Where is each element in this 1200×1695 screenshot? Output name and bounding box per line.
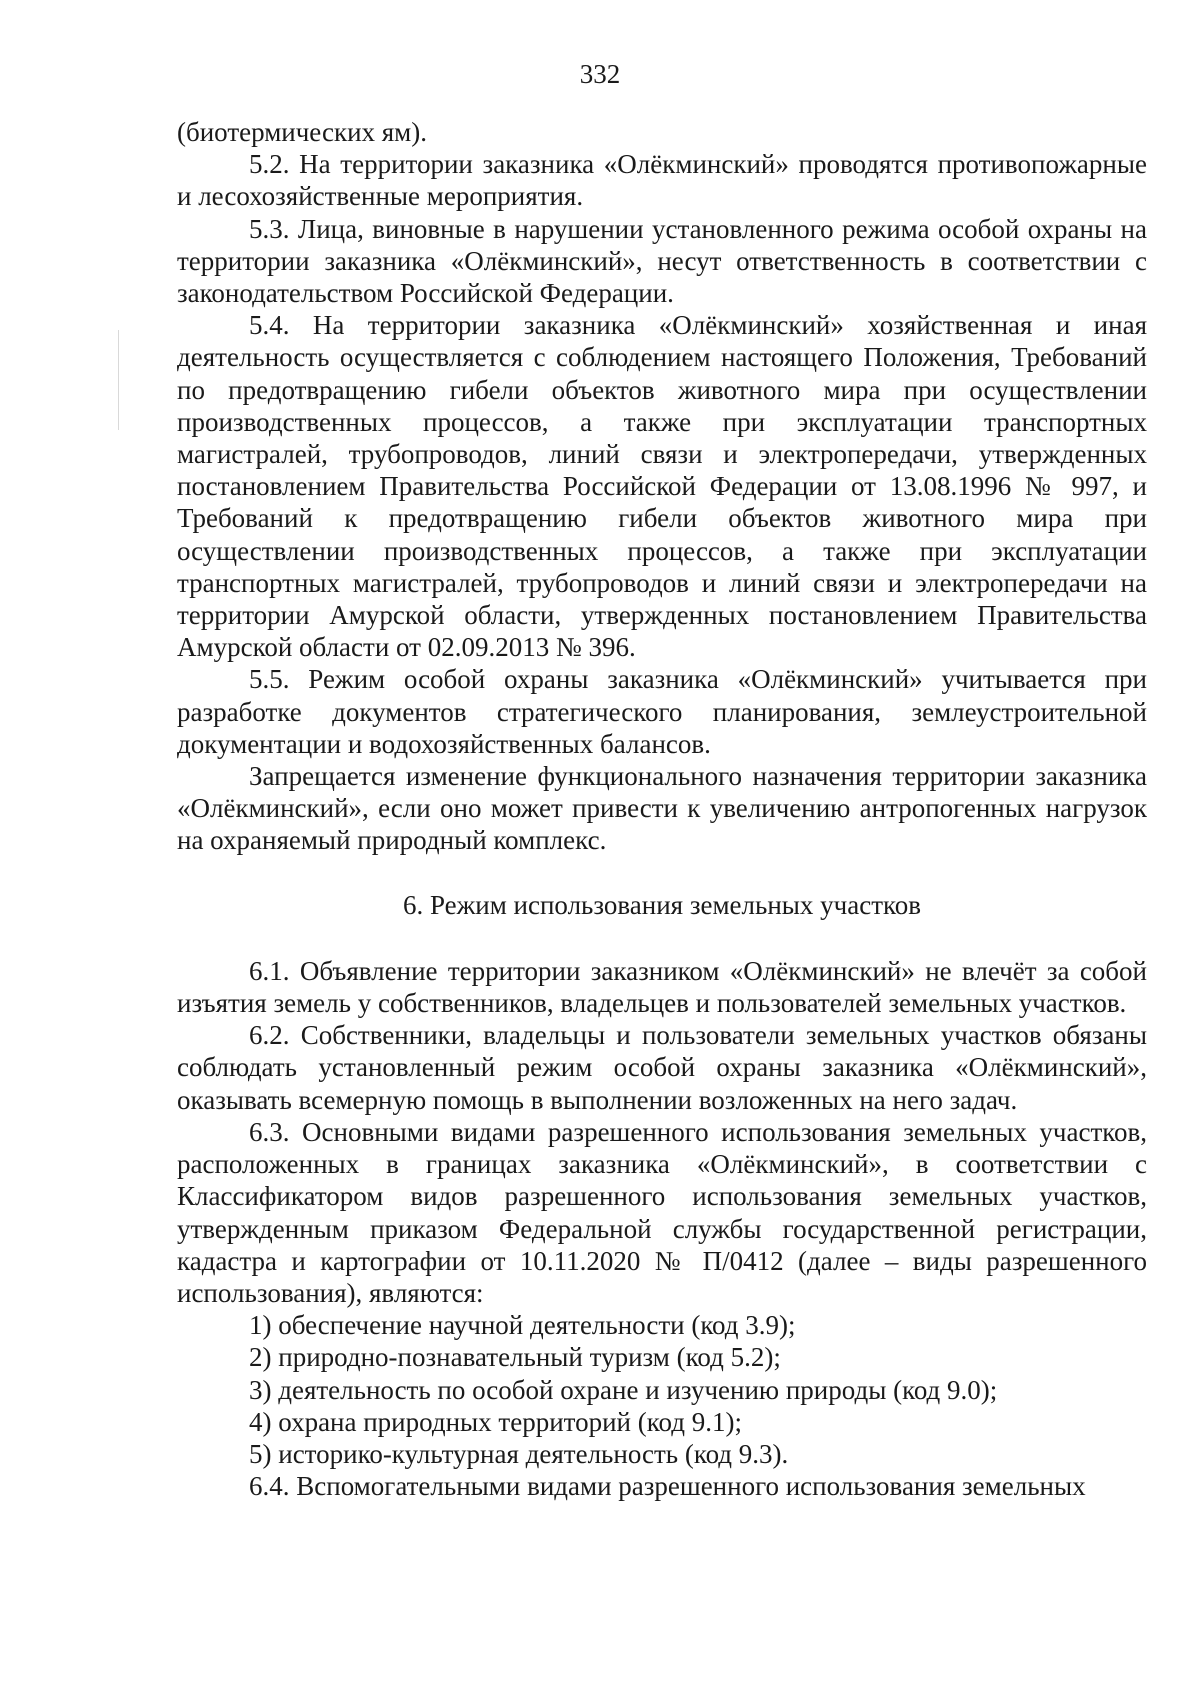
paragraph-6-4: 6.4. Вспомогательными видами разрешенного использования земельных xyxy=(249,1471,1086,1502)
paragraph-6-1: 6.1. Объявление территории заказником «Олёкминский» не влечёт за собой изъятия земель у собственников, владельцев и пользователей земельных участков. xyxy=(177,955,1147,1019)
paragraph-5-5: 5.5. Режим особой охраны заказника «Олёкминский» учитывается при разработке документов стратегического планирования, землеустроительной документации и водохозяйственных балансов. xyxy=(177,664,1147,759)
paragraph-prohibition: Запрещается изменение функционального назначения территории заказника «Олёкминский», если оно может привести к увеличению антропогенных нагрузок на охраняемый природный комплекс. xyxy=(177,761,1147,856)
list-item: 5) историко-культурная деятельность (код 9.3). xyxy=(249,1438,789,1469)
page-number: 332 xyxy=(579,59,621,89)
paragraph-5-4: 5.4. На территории заказника «Олёкминский» хозяйственная и иная деятельность осуществляется с соблюдением настоящего Положения, Требований по предотвращению гибели объектов животного мира при осуществлении производственных процессов, а также при эксплуатации транспортных магистралей, трубопроводов, линий связи и электропередачи, утвержденных постановлением Правительства Российской Федерации от 13.08.1996 № 997, и Требований к предотвращению гибели объектов животного мира при осуществлении производственных процессов, а также при эксплуатации транспортных магистралей, трубопроводов и линий связи и электропередачи на территории Амурской области, утвержденных постановлением Правительства Амурской области от 02.09.2013 № 396. xyxy=(177,310,1147,663)
paragraph-6-3: 6.3. Основными видами разрешенного использования земельных участков, расположенных в границах заказника «Олёкминский», в соответствии с Классификатором видов разрешенного использования земельных участков, утвержденным приказом Федеральной службы государственной регистрации, кадастра и картографии от 10.11.2020 № П/0412 (далее – виды разрешенного использования), являются: xyxy=(177,1116,1147,1308)
section-heading-6: 6. Режим использования земельных участков xyxy=(402,889,922,920)
paragraph-6-2: 6.2. Собственники, владельцы и пользователи земельных участков обязаны соблюдать установленный режим особой охраны заказника «Олёкминский», оказывать всемерную помощь в выполнении возложенных на него задач. xyxy=(177,1020,1147,1115)
scan-margin-line xyxy=(118,330,119,430)
paragraph-5-2: 5.2. На территории заказника «Олёкминский» проводятся противопожарные и лесохозяйственные мероприятия. xyxy=(177,149,1147,212)
document-body xyxy=(177,116,1147,1502)
list-item: 1) обеспечение научной деятельности (код 3.9); xyxy=(249,1310,796,1341)
paragraph-5-3: 5.3. Лица, виновные в нарушении установленного режима особой охраны на территории заказника «Олёкминский», несут ответственность в соответствии с законодательством Российской Федерации. xyxy=(177,213,1147,309)
list-item: 2) природно-познавательный туризм (код 5.2); xyxy=(249,1342,781,1373)
list-item: 4) охрана природных территорий (код 9.1); xyxy=(249,1406,742,1437)
paragraph-continuation: (биотермических ям). xyxy=(177,117,428,147)
list-item: 3) деятельность по особой охране и изучению природы (код 9.0); xyxy=(249,1374,998,1405)
